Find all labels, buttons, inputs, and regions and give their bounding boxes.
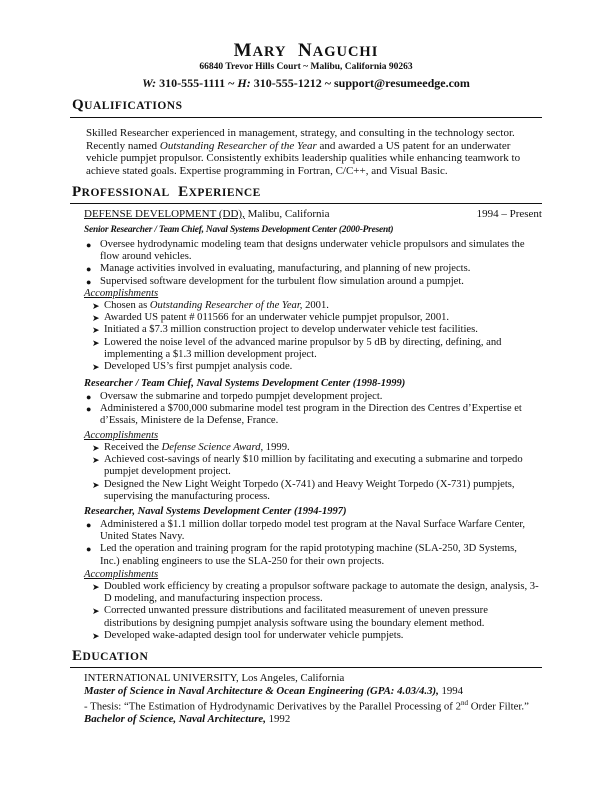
email-address[interactable]: support@resumeedge.com	[333, 76, 470, 90]
list-item: ➤ Corrected unwanted pressure distributions and facilitated measurement of uneven pressure distributions by designing pumpjet analysis software using the boundary element method.	[92, 605, 488, 629]
qualifications-heading: QUALIFICATIONS	[72, 97, 183, 113]
qualifications-summary: Skilled Researcher experienced in management, strategy, and consulting in the technology sector. Recently named Outstanding Researcher of the Year and awarded a US patent for an underwater vehicle pumpjet propulsor. Consistently exhibits leadership qualities while enhancing teamwork to achieve stated goals. Expertise programming in Fortran, C/C++, and Visual Basic.	[86, 127, 521, 177]
list-item: ➤ Developed US’s first pumpjet analysis code.	[92, 361, 293, 373]
accomplishments-label: Accomplishments	[84, 288, 159, 299]
arrow-icon: ➤	[92, 479, 100, 490]
home-phone: 310-555-1212	[253, 76, 322, 90]
arrow-icon: ➤	[92, 337, 100, 348]
list-item: ➤ Chosen as Outstanding Researcher of the Year, 2001.	[92, 300, 329, 311]
candidate-name: MARY NAGUCHI	[233, 40, 379, 61]
contact-line: W: 310-555-1111 ~ H: 310-555-1212 ~ support@resumeedge.com	[142, 76, 470, 90]
accomplishments-list	[88, 300, 540, 373]
section-divider	[70, 203, 542, 204]
list-item: ● Oversaw the submarine and torpedo pumpjet development project.	[86, 391, 383, 402]
role-title: Researcher / Team Chief, Naval Systems Development Center (1998-1999)	[84, 378, 406, 389]
role-duties	[84, 239, 538, 288]
employer-location: Malibu, California	[244, 208, 330, 220]
list-item: ➤ Awarded US patent # 011566 for an underwater vehicle pumpjet propulsor, 2001.	[92, 312, 450, 324]
masters-degree: Master of Science in Naval Architecture & Ocean Engineering (GPA: 4.03/4.3), 1994	[84, 684, 464, 697]
school-name: INTERNATIONAL UNIVERSITY, Los Angeles, California	[84, 672, 345, 684]
arrow-icon: ➤	[92, 443, 100, 453]
arrow-icon: ➤	[92, 313, 100, 324]
list-item: ➤ Received the Defense Science Award, 1999.	[92, 442, 290, 453]
list-item: ➤ Designed the New Light Weight Torpedo (X-741) and Heavy Weight Torpedo (X-731) pumpjets, supervising the manufacturing process.	[92, 478, 515, 502]
bullet-icon: ●	[86, 544, 92, 555]
education-heading: EDUCATION	[72, 648, 149, 664]
work-phone-label: W:	[142, 76, 157, 90]
arrow-icon: ➤	[92, 606, 100, 617]
arrow-icon: ➤	[92, 582, 100, 592]
list-item: ➤ Developed wake-adapted design tool for underwater vehicle pumpjets.	[92, 629, 404, 641]
list-item: ➤ Achieved cost-savings of nearly $10 million by facilitating and executing a submarine and torpedo pumpjet development project.	[92, 454, 523, 478]
list-item: ● Administered a $700,000 submarine model test program in the Direction des Centres d’Expertise et d’Essais, Ministere de la Defense, France.	[86, 403, 522, 427]
role-title: Researcher, Naval Systems Development Center (1994-1997)	[84, 506, 347, 517]
bullet-icon: ●	[86, 404, 92, 415]
accomplishments-label: Accomplishments	[84, 569, 159, 580]
list-item: ● Administered a $1.1 million dollar torpedo model test program at the Naval Surface Warfare Center, United States Navy.	[86, 519, 526, 543]
bullet-icon: ●	[86, 264, 92, 275]
role-duties	[84, 391, 538, 428]
experience-heading: PROFESSIONAL EXPERIENCE	[72, 184, 261, 200]
accomplishments-list	[88, 442, 540, 503]
address-line: 66840 Trevor Hills Court ~ Malibu, California 90263	[199, 62, 413, 72]
bachelors-degree: Bachelor of Science, Naval Architecture, 1992	[84, 713, 291, 726]
bullet-icon: ●	[86, 240, 92, 250]
list-item: ● Oversee hydrodynamic modeling team that designs underwater vehicle propulsors and simulates the flow around vehicles.	[86, 239, 525, 263]
employment-dates: 1994 – Present	[476, 208, 542, 220]
accomplishments-list	[88, 581, 540, 642]
bullet-icon: ●	[86, 392, 92, 402]
arrow-icon: ➤	[92, 301, 100, 311]
list-item: ➤ Doubled work efficiency by creating a propulsor software package to automate the design, analysis, 3-D modeling, and manufacturing inspection process.	[92, 581, 539, 605]
role-duties	[84, 519, 538, 568]
section-divider	[70, 667, 542, 668]
employer-name: DEFENSE DEVELOPMENT (DD),	[84, 208, 245, 220]
accomplishments-label: Accomplishments	[84, 430, 159, 441]
education-details	[84, 672, 544, 726]
thesis-line: - Thesis: “The Estimation of Hydrodynamic Derivatives by the Parallel Processing of 2nd Order Filter.”	[84, 699, 529, 713]
list-item: ● Manage activities involved in evaluating, manufacturing, and planning of new projects.	[86, 263, 471, 275]
section-divider	[70, 117, 542, 118]
bullet-icon: ●	[86, 276, 92, 287]
arrow-icon: ➤	[92, 362, 100, 373]
list-item: ➤ Initiated a $7.3 million construction project to develop underwater vehicle test facilities.	[92, 324, 478, 336]
bullet-icon: ●	[86, 520, 92, 530]
list-item: ➤ Lowered the noise level of the advanced marine propulsor by 5 dB by directing, defining, and implementing a $1.3 million development project.	[92, 336, 502, 360]
employer-line	[84, 208, 542, 220]
arrow-icon: ➤	[92, 630, 100, 641]
list-item: ● Led the operation and training program for the rapid prototyping machine (SLA-250, 3D Systems, Inc.) enabling engineers to use the SLA-250 for their own projects.	[86, 543, 517, 567]
list-item: ● Supervised software development for the turbulent flow simulation around a pumpjet.	[86, 275, 464, 287]
role-title: Senior Researcher / Team Chief, Naval Systems Development Center (2000-Present)	[84, 225, 394, 235]
home-phone-label: H:	[237, 76, 251, 90]
arrow-icon: ➤	[92, 325, 100, 336]
work-phone: 310-555-1111	[159, 76, 226, 90]
arrow-icon: ➤	[92, 455, 100, 466]
